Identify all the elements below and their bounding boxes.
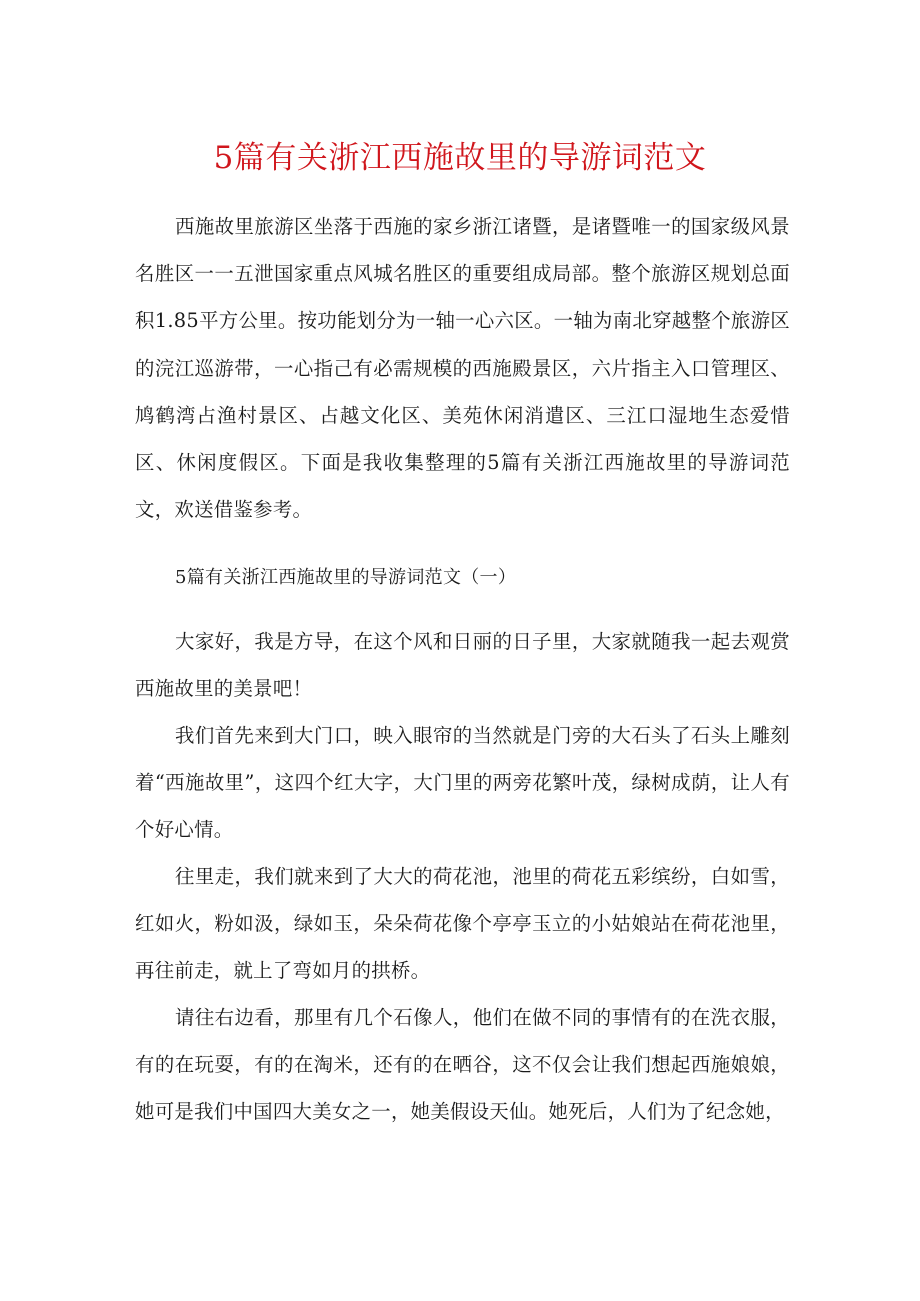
body-paragraph: 大家好，我是方导，在这个风和日丽的日子里，大家就随我一起去观赏西施故里的美景吧！ (135, 630, 790, 701)
intro-paragraph: 西施故里旅游区坐落于西施的家乡浙江诸暨，是诸暨唯一的国家级风景名胜区一一五泄国家重点风城名胜区的重要组成局部。整个旅游区规划总面积1.85平方公里。按功能划分为一轴一心六区。一轴为南北穿越整个旅游区的浣江巡游带，一心指己有必需规模的西施殿景区，六片指主入口管理区、鸠鹤湾占渔村景区、占越文化区、美苑休闲消遣区、三江口湿地生态爱惜区、休闲度假区。下面是我收集整理的5篇有关浙江西施故里的导游词范文，欢送借鉴参考。 (135, 215, 790, 522)
body-paragraph: 我们首先来到大门口，映入眼帘的当然就是门旁的大石头了石头上雕刻着“西施故里”，这四个红大字，大门里的两旁花繁叶茂，绿树成荫，让人有个好心情。 (135, 724, 790, 842)
document-title: 5篇有关浙江西施故里的导游词范文 (213, 140, 707, 176)
body-paragraph: 请往右边看，那里有几个石像人，他们在做不同的事情有的在洗衣服，有的在玩耍，有的在淘米，还有的在晒谷，这不仅会让我们想起西施娘娘，她可是我们中国四大美女之一，她美假设天仙。她死后，人们为了纪念她， (135, 1006, 790, 1124)
body-paragraph: 往里走，我们就来到了大大的荷花池，池里的荷花五彩缤纷，白如雪，红如火，粉如汲，绿如玉，朵朵荷花像个亭亭玉立的小姑娘站在荷花池里，再往前走，就上了弯如月的拱桥。 (135, 865, 790, 983)
section-heading: 5篇有关浙江西施故里的导游词范文（一） (175, 567, 517, 588)
